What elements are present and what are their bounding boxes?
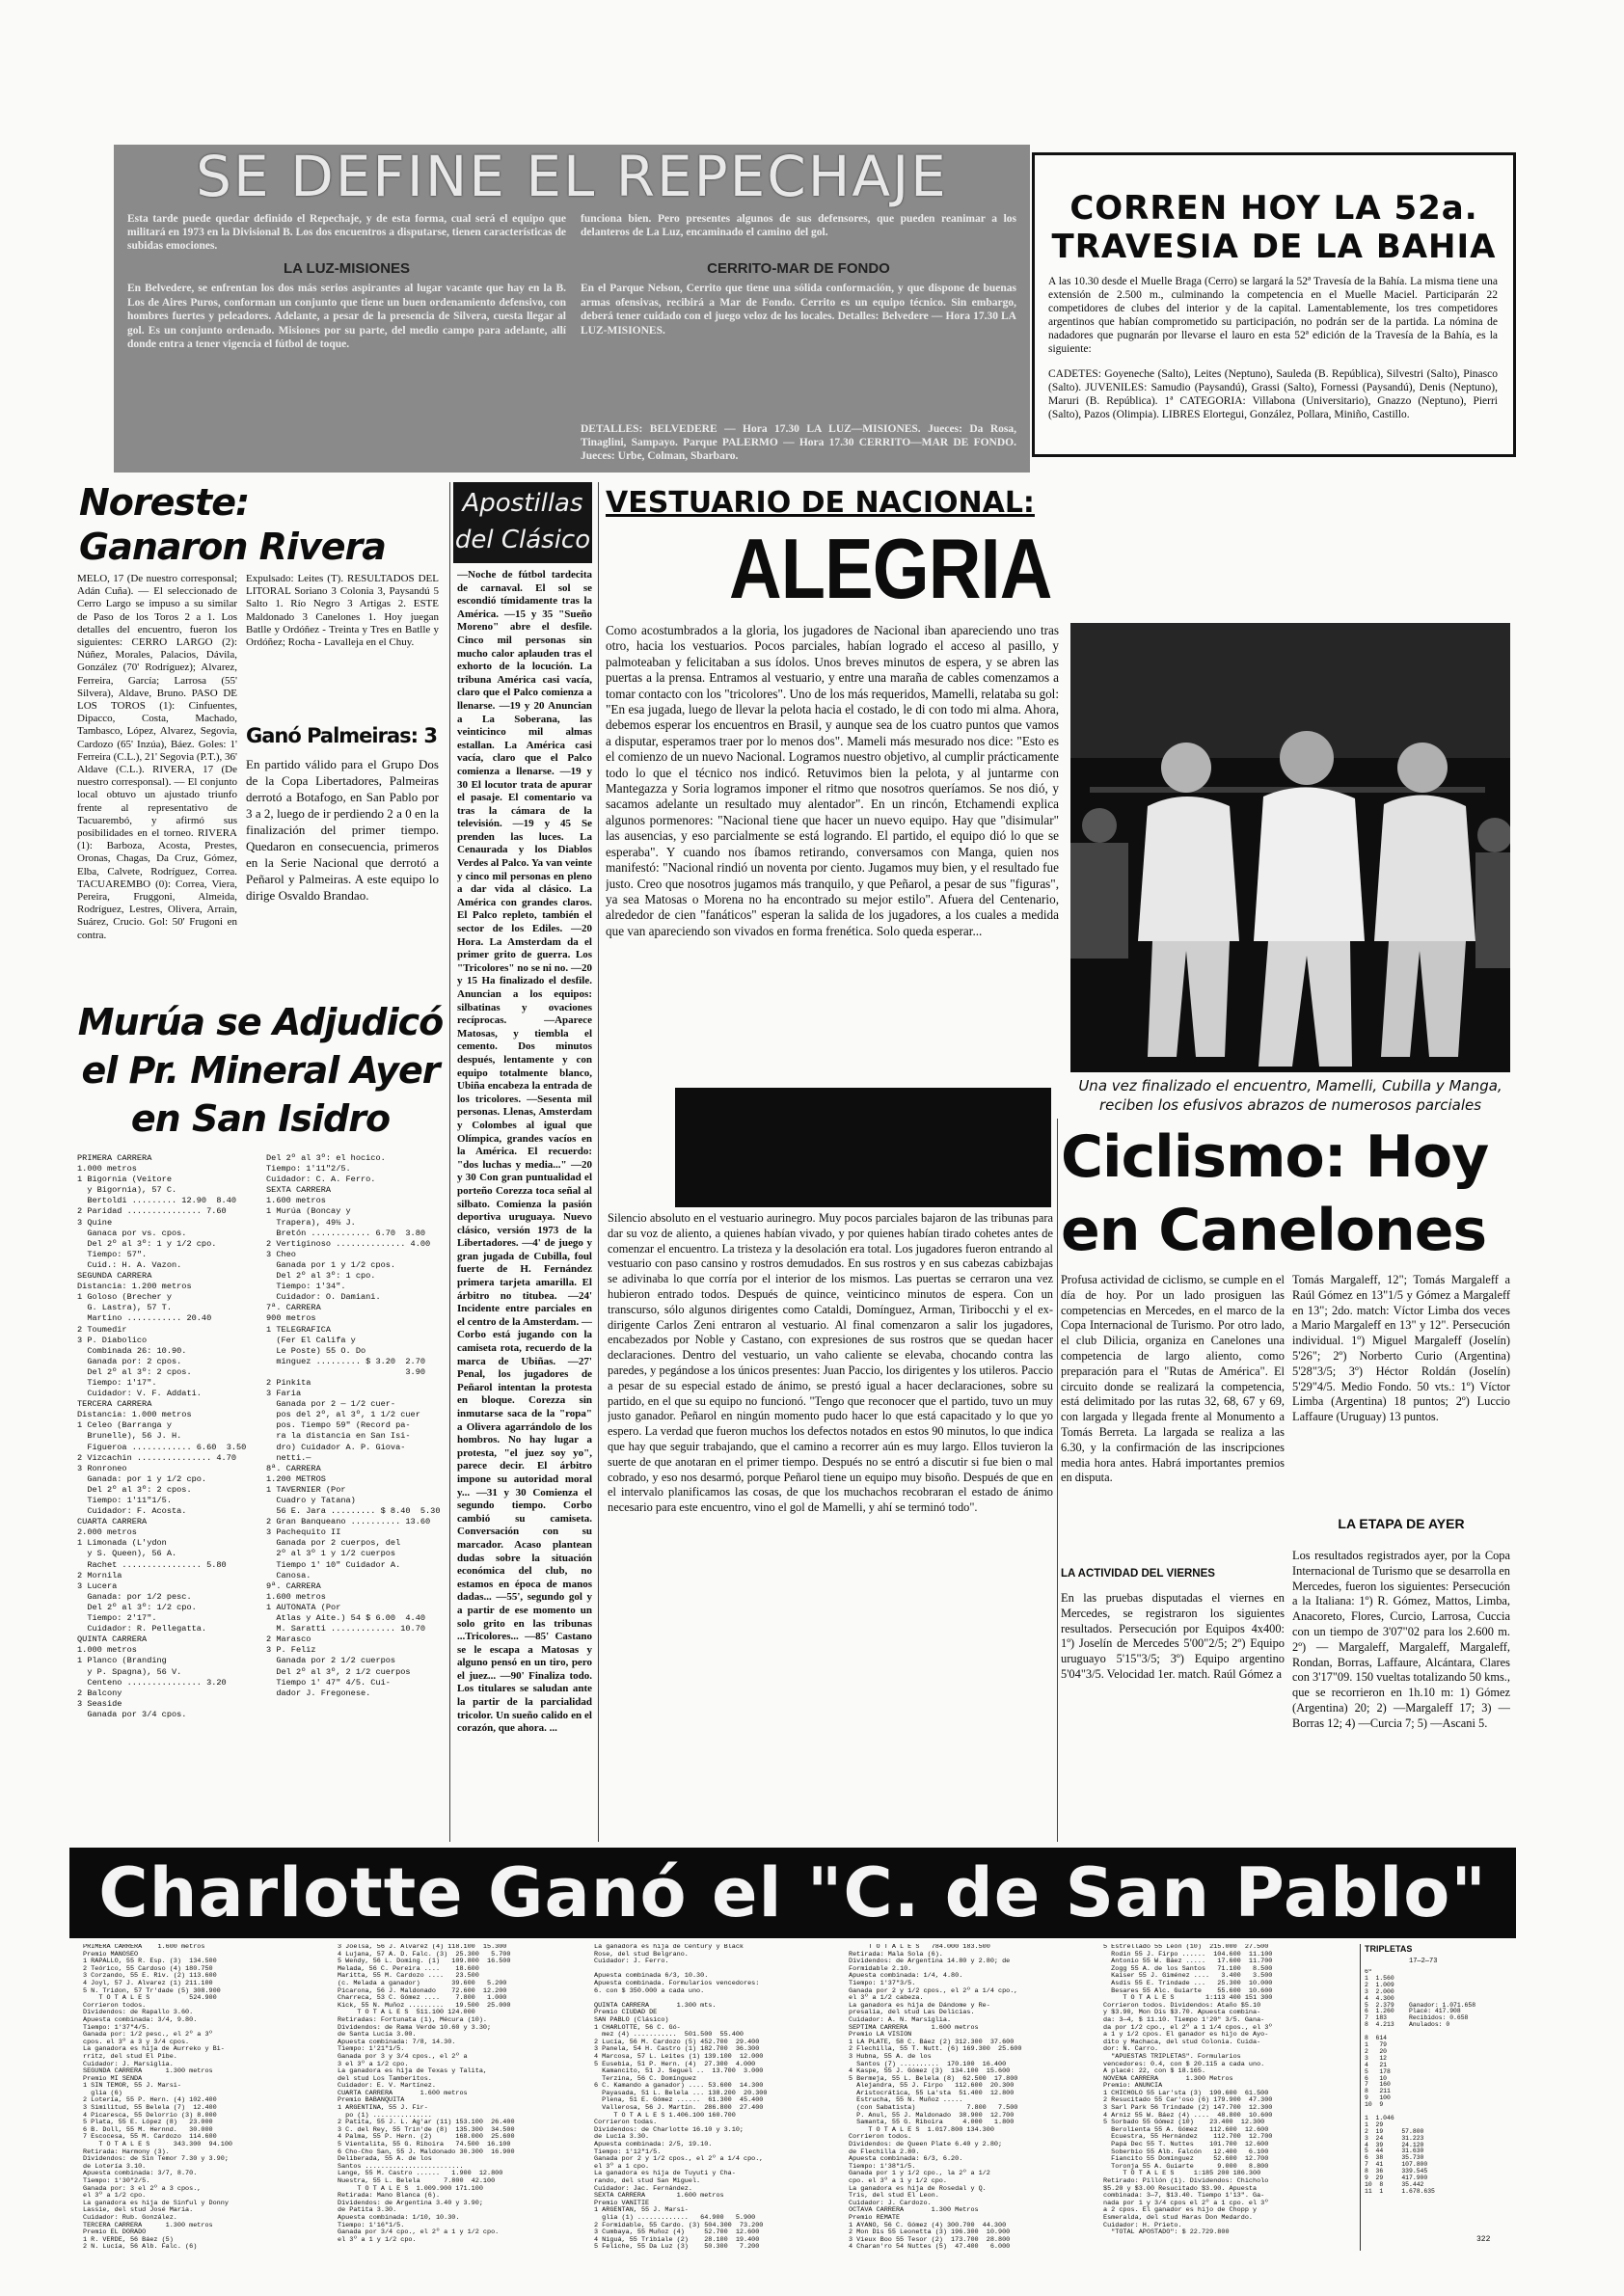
tripletas-values: 6º 1 1.560 2 1.009 3 2.000 4 4.300 5 2.379 Ganador: 1.071.658 6 1.260 Placé: 417.908 7 183 Recibidos: 0.658 8 4.213 Anulados: 0 8 614 1 79 2 20 3 12 4 21 5 178 6 10 7 160 8 211 9 100 10 9 1 1.046 1 29 2 19 57.800 3 24 31.223 4 39 24.120 5 44 31.630 6 38 35.730 7 41 107.800 8 36 339.545 9 29 417.900 10 8 35.442 11 1 1.678.635: [1365, 1969, 1476, 2195]
charlotte-headline: Charlotte Ganó el "C. de San Pablo": [98, 1853, 1487, 1932]
ciclismo-headline-2: en Canelones: [1061, 1197, 1487, 1264]
travesia-para-1: A las 10.30 desde el Muelle Braga (Cerro) se largará la 52ª Travesía de la Bahía. La misma tiene una extensión de 2.500 m., culminando la competencia en el Muelle Maciel. Participarán 22 competidores de clubes del interior y de la capital. Lamentablemente, los tres competidores argentinos que habían comprometido su participación, no podrán ser de la partida. La nómina de nadadores que pugnarán por llevarse el lauro en esta 52ª edición de la Travesía de la Bahía, es la siguiente:: [1048, 276, 1498, 355]
charlotte-col-3: La ganadora es hija de Century y Black Rose, del stud Belgrano. Cuidador: J. Ferro. Apuesta combinada 6/3, 10.30. Apuesta combinada. Formularios vencedores: 6. con $ 350.000 a cada uno. QUINTA CARRERA 1.300 mts. Premio CIUDAD DE SAN PABLO (Clásico) 1 CHARLOTTE, 56 C. Gó- mez (4) ........... 501.500 55.400 2 Lucía, 56 M. Cardozo (5) 452.700 29.400 3 Panela, 54 H. Castro (1) 182.700 36.300 4 Marcosa, 57 L. Leites (1) 139.100 12.000 5 Eusebia, 51 P. Hern. (4) 27.300 4.000 Kamancito, 51 J. Seguel .. 13.700 3.000 Terzina, 56 C. Domínguez 6 C. Kamando a ganador) .... 53.600 14.300 Payasada, 51 L. Belela ... 138.200 20.300 Plena, 51 E. Gómez ...... 61.300 45.400 Vallerosa, 56 J. Martín. 286.800 27.400 T O T A L E S 1.406.100 160.700 Corrieron todas. Dividendos: de Charlotte 16.10 y 3.10; de Lucía 3.30. Apuesta combinada: 2/5, 19.10. Tiempo: 1'12"1/5. Ganada por 2 y 1/2 cpos., el 2º a 1/4 cpo., el 3º a 1 cpo. La ganadora es hija de Tuyuti y Cha- rando, del stud San Miguel. Cuidador: Jac. Fernández. SEXTA CARRERA 1.600 metros Premio VANITIE 1 ARGENTAN, 55 J. Marsi- glia (1) ............. 64.900 5.900 2 Formidable, 55 Cardo. (3) 504.300 73.200 3 Cumbaya, 55 Muñoz (4) 52.700 12.600 4 Niguá, 55 Tribiale (2) 28.100 19.400 5 Feliche, 55 Da Luz (3) 50.300 7.200: [594, 1944, 768, 2251]
murua-headline-2: el Pr. Mineral Ayer: [81, 1049, 440, 1092]
apostillas-text: —Noche de fútbol tardecita de carnaval. El sol se escondió tímidamente tras la América. —15 y 35 "Sueño Moreno" abre el desfile. Cinco mil personas sin mucho calor aplauden tras el exhorto de la locución. La tribuna América casi vacía, claro que el Palco comienza a llenarse. —19 y 20 Anuncian a La Soberana, las veinticinco mil almas estallan. La América casi vacía, claro que el Palco comienza a llenarse. —19 y 30 El locutor trata de apurar el pasaje. El comentario va tras la cámara de la televisión. —19 y 45 Se prenden las luces. La Cenaurada y los Diablos Verdes al Palco. Ya van veinte y cinco mil personas en pleno a dar vida al clásico. La América con grandes claros. El Palco repleto, también el sector de los Ediles. —20 Hora. La Amsterdam da el primer grito de guerra. Los "Tricolores" no se ni no. —20 y 15 Ha finalizado el desfile. Anuncian a los equipos: silbatinas y ovaciones recíprocas. —Aparece Matosas, y tiembla el cemento. Dos minutos después, lentamente y con equipo totalmente blanco, Ubiña encabeza la entrada de los tricolores. —Sesenta mil personas. Llenas, Amsterdam y Colombes al igual que Olímpica, grandes vacíos en la América. El recuerdo: "dos luchas y media..." —20 y 30 Con gran puntualidad el porteño Corezza toca señal al silbato. Comienza la pasión deportiva uruguaya. Nuevo clásico, versión 1973 de la Libertadores. —4' de juego y gran jugada de Cubilla, foul fuerte de H. Fernández primera tarjeta amarilla. El árbitro no titubea. —24' Incidente entre parciales en el centro de la Amsterdam. —Corbo está jugando con la camiseta rota, recuerdo de la marca de Ubiñas. —27' Penal, los jugadores de Peñarol intentan la protesta en bloque. Corezza sin inmutarse saca de la "ropa" a Olivera agarrándolo de los hombros. No hay lugar a protesta, "el juez soy yo", parece decir. El árbitro impone su autoridad moral y... —31 y 30 Comienza el segundo tiempo. Corbo cambió su camiseta. Conversación con su marcador. Acaso plantean dudas sobre la situación económica del club, no estamos en época de manos dadas... —55', segundo gol y a partir de ese momento un solo grito en las tribunas ...Tricolores... —85' Castano se le escapa a Matosas y alguno pensó en un tiro, pero el juez... —90' Finaliza todo. Los titulares se saludan ante la partir de la parcialidad tricolor. Un sueño calido en el corazón, que ahora. ...: [457, 569, 592, 1735]
palmeiras-text: En partido válido para el Grupo Dos de la Copa Libertadores, Palmeiras derrotó a Botafogo, en San Pablo por 3 a 2, luego de ir perdiendo 2 a 0 en la finalización del primer tiempo. Quedaron en consecuencia, primeros en la Serie Nacional que derrotó a Peñarol y Palmeiras. A este equipo lo dirige Osvaldo Brandao.: [246, 757, 439, 903]
travesia-title-1: CORREN HOY LA 52a.: [1069, 189, 1478, 228]
ciclismo-headline-1: Ciclismo: Hoy: [1061, 1123, 1489, 1191]
charlotte-col-5: 5 Estrellado 55 León (10) 215.000 27.500 Rodin 55 J. Firpo ...... 104.600 11.100 Antonio 55 W. Báez ..... 17.600 11.700 Zogg 55 A. de los Santos 71.100 8.500 Kaiser 55 J. Giménez .... 3.400 3.500 Asdis 55 E. Trindade ... 25.300 10.000 Besares 55 Alc. Guiarte 55.600 10.600 T O T A L E S 1:113 400 151 300 Corrieron todos. Dividendos: Ataño $5.10 y $3.90, Mon Dis $3.70. Apuesta combina- da: 3—4, $ 11.10. Tiempo 1'20" 3/5. Gana- da por 1/2 cpo., el 2º a 1 1/4 cpos., el 3º a 1 y 1/2 cpos. El ganador es hijo de Ayo- dito y Machaca, del stud Colonia. Cuida- dor: N. Carro. "APUESTAS TRIPLETAS". Formularios vencedores: 0.4, con $ 20.115 a cada uno. A placé: 22, con $ 18.165. NOVENA CARRERA 1.300 Metros Premio: ANUNCIA 1 CHICHOLO 55 Lar'sta (3) 190.600 61.500 2 Resucitado 55 Car'oso (6) 179.900 47.300 3 Sarl Park 56 Trindade (2) 147.700 12.300 4 Arniz 55 W. Báez (4) .... 48.800 10.600 5 Sorbado 55 Gómez (10) 23.400 12.300 Berolienta 55 A. Gómez 112.600 12.600 Ecuestra, 55 Hernández 112.700 12.700 Papá Dec 55 T. Nuttes 101.700 12.600 Soberbio 55 Alb. Falcón 12.400 6.100 Fiancito 55 Domínguez 52.600 12.700 Toronja 55 A. Guiarte 9.000 8.800 T O T A L E S 1:185 200 186.300 Retirado: Pillón (1). Dividendos: Chicholo $5.20 y $3.00 Resucitado $3.90. Apuesta combinada: 3—7, $13.40. Tiempo 1'13". Ga- nada por 1 y 3/4 cpos el 2º a 1 cpo. el 3º a 2 cpos. El ganador es hijo de Chopp y Esmeralda, del stud Haras Don Medardo. Cuidador: H. Prieto. "TOTAL APOSTADO": $ 22.729.800: [1103, 1944, 1273, 2237]
repechaje-intro: Esta tarde puede quedar definido el Repechaje, y de esta forma, cual será el equipo que militará en 1973 en la Divisional B. Los dos encuentros a disputarse, tienen características de subidas emociones.: [127, 213, 566, 252]
repechaje-title: SE DEFINE EL REPECHAJE: [196, 145, 948, 209]
travesia-para-2: CADETES: Goyeneche (Salto), Leites (Neptuno), Sauleda (B. República), Silvestri (Salto), Pinasco (Salto). JUVENILES: Samudio (Paysandú), Grassi (Salto), Fornessi (Paysandú), Denis (Neptuno), Maruri (B. República). 1ª CATEGORIA: Villabona (Universitario), Gnazzo (Neptuno), Pierri (Salto), Pazos (Olimpia). LIBRES Elortegui, González, Pollara, Miniño, Castillo.: [1048, 368, 1498, 420]
page-number: 322: [1476, 2235, 1491, 2244]
vestuario-caption: Una vez finalizado el encuentro, Mamelli, Cubilla y Manga, reciben los efusivos abrazos de numerosos parciales: [1078, 1077, 1502, 1114]
repechaje-intro-right: funciona bien. Pero presentes algunos de sus defensores, que pueden reanimar a los delanteros de La Luz, encaminado el camino del gol.: [581, 213, 1016, 238]
noreste-col1: MELO, 17 (De nuestro corresponsal; Adán Cuña). — El seleccionado de Cerro Largo se impuso a su similar de Paso de los Toros 2 a 1. Los detalles del encuentro, fueron los siguientes: CERRO LARGO (2): Núñez, Morales, Palacios, Dávila, González (70' Rodríguez); Alvarez, Ferreira, García; Larrosa (55' Silvera), Aldave, Bruno. PASO DE LOS TOROS (1): Cinfuentes, Dipacco, Costa, Machado, Tambasco, López, Alvarez, Segovia, Cardozo (65' Inzúa), Báez. Goles: 1' Ferreira (C.L.), 21' Segovia (P.T.), 36' Aldave (C.L.). RIVERA, 17 (De nuestro corresponsal). — El conjunto local obtuvo un ajustado triunfo frente al representativo de Tacuarembó, y afirmó sus posibilidades en el torneo. RIVERA (1): Barboza, Acosta, Prestes, Oronas, Chagas, Da Cruz, Gómez, Elba, Calvete, Rodríguez, Correa. TACUAREMBO (0): Correa, Viera, Pereira, Fruggoni, Almeida, Rodríguez, Lestres, Olivera, Arrain, Suárez, Crucio. Gol: 50' Frugoni en contra.: [77, 573, 237, 941]
ciclismo-sub-actividad: LA ACTIVIDAD DEL VIERNES: [1061, 1568, 1215, 1580]
repechaje-sub1: LA LUZ-MISIONES: [283, 260, 411, 277]
murua-headline-1: Murúa se Adjudicó: [77, 1001, 444, 1043]
palmeiras-headline: Ganó Palmeiras: 3: [246, 724, 437, 747]
ciclismo-col1: Profusa actividad de ciclismo, se cumple en el día de hoy. Por un lado prosiguen las competencias en Mercedes, en el marco de la Copa Internacional de Turismo. Por otro lado, el club Dilicia, organiza en Canelones una competencia de largo aliento, como preparación para el "Rutas de América". El circuito donde se realizará la competencia, está delimitado por las rutas 32, 68, 67 y 69, con largada y llegada frente al Monumento a Tomás Berreta. La largada se realiza a las 6.30, y la confirmación de las inscripciones media hora antes. Habrá importantes premios en disputa.: [1061, 1273, 1285, 1485]
travesia-title-2: TRAVESIA DE LA BAHIA: [1051, 228, 1497, 266]
tripletas-title: TRIPLETAS: [1365, 1944, 1413, 1954]
ciclismo-col2b: Los resultados registrados ayer, por la Copa Internacional de Turismo que se desarrolla en Mercedes, fueron los siguientes: Persecución a la Italiana: 1º) R. Gómez, Mattos, Limba, Anacoreto, Flores, Curcio, Larrosa, Cuccia con un tiempo de 3'07"02 para los 2.600 m. 2º) — Margaleff, Margaleff, Margaleff, Rondan, Borras, Laffaure, Alcántara, Clares con 3'17"09. 150 vueltas totalizando 50 kms., que se recorrieron en 1h.10 m: 1) Gómez (Argentina) 20; 2) —Margaleff 17; 3) —Borras 12; 4) —Curcia 7; 5) —Ascani 5.: [1292, 1549, 1510, 1730]
vestuario-photo: [1070, 623, 1510, 1072]
charlotte-col-4: T O T A L E S 784.000 183.500 Retirada: Mala Sola (6). Dividendos: de Argentina 14.80 y 2.80; de Formidable 2.10. Apuesta combinada: 1/4, 4.80. Tiempo: 1'37"3/5. Ganada por 2 y 1/2 cpos., el 2º a 1/4 cpo., el 3º a 1/2 cabeza. La ganadora es hija de Dándome y Re- presalia, del stud Las Delicias. Cuidador: A. N. Marsiglia. SEPTIMA CARRERA 1.600 metros Premio LA VISION 1 LA PLATE, 58 C. Báez (2) 312.300 37.600 2 Flechilla, 55 T. Nutt. (6) 169.300 25.600 3 Hubna, 55 A. de los Santos (7) .......... 170.100 16.400 4 Kaspe, 55 J. Gómez (3) 134.100 15.600 5 Bermeja, 55 L. Belela (8) 62.500 17.800 Alejandra, 55 J. Firpo 112.600 20.300 Aristocrática, 55 La'sta 51.400 12.800 Estrucha, 55 N. Muñoz ..... (con Sabatista) 7.800 7.500 P. Anul, 55 J. Maldonado 38.900 12.700 Samanta, 55 G. Riboira 4.000 1.800 T O T A L E S 1.017.800 134.300 Corrieron todos. Dividendos: de Queen Plate 6.40 y 2.80; de Flechilla 2.80. Apuesta combinada: 6/3, 6.20. Tiempo: 1'38"1/5. Ganada por 1 y 1/2 cpo., la 2º a 1/2 cpo. el 3º a 1 y 1/2 cpo. La ganadora es hija de Rosedal y Q. Tris, del stud El Leon. Cuidador: J. Cardozo. OCTAVA CARRERA 1.300 Metros Premio REMATE 1 AYANO, 56 C. Gómez (4) 300.700 44.300 2 Mon Dis 55 Leonetta (3) 196.300 10.900 3 Vieux Boo 55 Tesor (2) 173.700 28.800 4 Charan'ro 54 Nuttes (5) 47.400 6.000: [849, 1944, 1022, 2251]
rule-right: [1057, 1119, 1058, 1842]
charlotte-col-2: 3 Joelsa, 56 J. Alvarez (4) 118.100 15.300 4 Lujana, 57 A. D. Falc. (3) 25.300 5.700 5 Wendy, 56 L. Doming. (1) 109.800 16.500 Melada, 56 C. Pereira .... 18.600 Maritta, 55 M. Cardozo .... 23.500 (c. Melada a ganador) 39.600 5.200 Picarona, 56 J. Maldonado 72.600 12.200 Charreca, 53 C. Gómez .... 7.800 1.000 Kick, 55 N. Muñoz ......... 19.500 25.000 T O T A L E S 511.100 124.000 Retiradas: Fortunata (1), Mécura (10). Dividendos: de Rama Verde 10.60 y 3.30; de Santa Lucía 3.00. Apuesta combinada: 7/8, 14.30. Tiempo: 1'21"1/5. Ganada por 3 y 3/4 cpos., el 2º a 3 el 3º a 1/2 cpo. La ganadora es hija de Texas y Talita, del stud Los Tamberitos. Cuidador: E. V. Martínez. CUARTA CARRERA 1.600 metros Premio BABANQUITA 1 ARGENTINA, 55 J. Fir- po (1) ............... 2 Patita, 55 J. L. Ag'ar (11) 153.100 26.400 3 C. del Rey, 55 Trin'de (8) 135.300 34.500 4 Palma, 55 P. Hern. (2) 168.000 25.600 5 Vientalita, 55 G. Riboira 74.500 16.100 6 Cho-Cho San, 55 J. Maldonado 30.300 16.900 Deliberada, 55 A. de los Santos ......................... Lange, 55 M. Castro ...... 1.900 12.800 Nuestra, 55 L. Belela 7.800 42.100 T O T A L E S 1.009.900 171.100 Retirada: Mano Blanca (6). Dividendos: de Argentina 3.40 y 3.90; de Patita 3.30. Apuesta combinada: 1/10, 10.30. Tiempo: 1'16"1/5. Ganada por 3/4 cpo., el 2º a 1 y 1/2 cpo. el 3º a 1 y 1/2 cpo.: [338, 1944, 515, 2244]
noreste-col2: Expulsado: Leites (T). RESULTADOS DEL LITORAL Soriano 3 Colonia 3, Paysandú 5 Salto 1. Río Negro 3 Artigas 2. ESTE Maldonado 3 Canelones 1. Hoy juegan Batlle y Ordóñez - Treinta y Tres en Batlle y Ordóñez; Rocha - Lavalleja en el Chuy.: [246, 573, 439, 649]
noreste-headline: Noreste: Ganaron Rivera: [79, 481, 386, 568]
penarol-black-banner: [675, 1088, 1051, 1207]
murua-col2: Del 2º al 3º: el hocico. Tiempo: 1'11"2/5. Cuidador: C. A. Ferro. SEXTA CARRERA 1.600 metros 1 Murúa (Boncay y Trapera), 49½ J. Bretón ............ 6.70 3.80 2 Vertiginoso .............. 4.00 3 Cheo Ganada por 1 y 1/2 cpos. Del 2º al 3º: 1 cpo. Tiempo: 1'34". Cuidador: O. Damiani. 7ª. CARRERA 900 metros 1 TELEGRAFICA (Fer El Califa y Le Poste) 55 O. Do minguez ......... $ 3.20 2.70 3.90 2 Pinkita 3 Faria Ganada por 2 — 1/2 cuer- pos del 2º, al 3º, 1 1/2 cuer pos. Tiempo 59" (Record pa- ra la distancia en San Isi- dro) Cuidador A. P. Giova- netti.— 8ª. CARRERA 1.200 METROS 1 TAVERNIER (Por Cuadro y Tatana) 56 E. Jara ......... $ 8.40 5.30 2 Gran Banqueano .......... 13.60 3 Pachequito II Ganada por 2 cuerpos, del 2º al 3º 1 y 1/2 cuerpos Tiempo 1' 10" Cuidador A. Canosa. 9ª. CARRERA 1.600 metros 1 AUTONATA (Por Atlas y Aite.) 54 $ 6.00 4.40 M. Saratti ............. 10.70 2 Marasco 3 P. Feliz Ganada por 2 1/2 cuerpos Del 2º al 3º, 2 1/2 cuerpos Tiempo 1' 47" 4/5. Cui- dador J. Fregonese.: [266, 1153, 441, 1698]
murua-headline-3: en San Isidro: [130, 1097, 391, 1140]
tripletas-date: 17—2—73: [1409, 1958, 1438, 1965]
vestuario-headline: ALEGRIA: [729, 521, 1049, 616]
repechaje-sub2: CERRITO-MAR DE FONDO: [707, 260, 890, 277]
rule-left: [449, 482, 450, 1842]
charlotte-col-1: PRIMERA CARRERA 1.600 metros Premio MANOSEO 1 RAPALLO, 55 R. Esp. (3) 134.500 2 Teórico, 55 Cardoso (4) 180.750 3 Corzando, 55 E. Riv. (2) 113.600 4 Joyl, 57 J. Alvarez (1) 211.100 5 N. Tridon, 57 Tr'dade (5) 308.900 T O T A L E S 524.900 Corrieron todos. Dividendos: de Rapallo 3.60. Apuesta combinada: 3/4, 9.80. Tiempo: 1'37"4/5. Ganada por: 1/2 pesc., el 2º a 3º cpos. el 3º a 3 y 3/4 cpos. La ganadora es hija de Aurreko y Bi- rritz, del stud El Pibe. Cuidador: J. Marsiglia. SEGUNDA CARRERA 1.300 metros Premio MI SENDA 1 SIN TEMOR, 55 J. Marsi- glia (6) 2 Lotería, 55 P. Hern. (4) 102.400 3 Similitud, 55 Belela (7) 12.400 4 Picaresca, 55 Delorrio (3) 8.000 5 Plata, 55 E. López (8) 23.000 6 B. Doll, 55 M. Hernnd. 30.000 7 Escocesa, 55 M. Cardozo 114.600 T O T A L E S 343.300 94.100 Retirada: Harmony (3). Dividendos: de Sin Temor 7.30 y 3.90; de Lotería 3.10. Apuesta combinada: 3/7, 8.70. Tiempo: 1'30"2/5. Ganada por: 3 el 2º a 3 cpos., el 3º a 1/2 cpo. La ganadora es hija de Sinful y Donny Lassie, del stud José María. Cuidador: Rub. González. TERCERA CARRERA 1.300 metros Premio EL DORADO 1 R. VERDE, 56 Báez (5) 2 N. Lucía, 56 Alb. Falc. (6): [83, 1944, 232, 2251]
repechaje-sub1-text: En Belvedere, se enfrentan los dos más serios aspirantes al lugar vacante que hay en la B. Los de Aires Puros, conforman un conjunto que tiene un buen ordenamiento defensivo, con hombres fuertes y peleadores. Adelante, a pesar de la presencia de Silvera, cuesta llegar al gol. Es un conjunto ordenado. Misiones por su parte, del medio campo para adelante, allí donde entra a tener vigencia el fútbol de toque.: [127, 283, 566, 350]
penarol-text: Silencio absoluto en el vestuario aurinegro. Muy pocos parciales bajaron de las tribunas para dar su voz de aliento, a quienes habían vivado, y por quienes habían tirado cohetes antes de comenzar el encuentro. La tristeza y la desolación era total. Los jugadores fueron entrando al vestuario con paso cansino y rostros demudados. En sus rostros y en sus cabezas cabizbajas se adivinaba lo que corría por el interior de los mismos. Las puertas se cerraron una vez hubieron entrado todos. Después de quince, veinticinco minutos de espera. Con un transcurso, sólo algunos dirigentes como Cataldi, Domínguez, Arman, Tiribocchi y el ex-dirigente Carlos Zeni entraron al vestuario. Al final comenzaron a salir los jugadores, encabezados por Noble y Castano, con expresiones de sus rostros que se quedan hacer declaraciones. Dentro del vestuario, un vaho caliente se elevaba, chocando contra las paredes, y pegándose a los únicos presentes: Juan Paccio, los dirigentes y los utileros. Paccio a pesar de su especial estado de ánimo, se prestó igual a hacer declaraciones, sobre su partido, en el que su equipo no funcionó. "Tengo que reconocer que el partido, tuvo un muy justo ganador. Peñarol en ningún momento pudo hacer lo que está capacitado y lo que yo espero. La verdad que fueron muchos los defectos notados en estos 90 minutos, lo que indica que hay que seguir trabajando, que el camino a recorrer aún es muy largo. Ellos tuvieron la suerte de que anotaran en el primer tiempo. Después no se entró a discutir si fue bien o mal cobrado, y eso nos desarmó, porque Peñarol tiene un equipo muy bisoño. Después de que en el intervalo planificamos las cosas, de que los muchachos recobraran el estado de ánimo necesario para este encuentro, vino el gol de Mamelli, y ahí se terminó todo".: [608, 1211, 1053, 1515]
travesia-box: [1032, 152, 1516, 457]
vestuario-col1: Como acostumbrados a la gloria, los jugadores de Nacional iban apareciendo uno tras otro, hacia los vestuarios. Pocos parciales, habían logrado el acceso al pasillo, y palmoteaban y felicitaban a sus ídolos. Unos breves minutos de espera, y se abren las puertas a la prensa. Entramos al vestuario, y entre una maraña de cables comenzamos a tomar contacto con los "tricolores". Uno de los más requeridos, Mamelli, relataba su gol: "En esa jugada, luego de llevar la pelota hacia el costado, le di con todo mi alma. Ahora, debemos esperar los encuentros en Brasil, y aunque sea de los cuatro puntos que vamos a disputar, esperamos traer por lo menos dos". Mameli más mesurado nos dice: "Esto es el comienzo de un nuevo Nacional. Logramos nuestro objetivo, al cumplir prácticamente todo lo que el técnico nos indicó. Retuvimos bien la pelota, y al juntarme con Mantegazza y Soria logramos imponer el ritmo que nosotros queríamos. Se nos dió, y sacamos adelante un resultado muy alentador". En un rincón, Etchamendi explica algunos pormenores: "Nacional tiene que hacer un nuevo equipo. Hay que "disimular" las ausencias, y eso parcialmente se está logrando. El partido, el equipo dió lo que se esperaba". Y cuando nos íbamos retirando, conversamos con Manga, quien nos manifestó: "Nacional rindió un noventa por ciento. Jugamos muy bien, y el resultado fue justo. Creo que nosotros jugamos más tranquilo, y que Peñarol, a pesar de sus "figuras", ya sea Matosas o Morena no ha encontrado su mejor estilo". Afuera del Centenario, alrededor de cien "fanáticos" esperan la salida de los jugadores, a los cuales a medida que van apareciendo son vivados en forma frenética. Solo queda esperar...: [606, 623, 1059, 938]
repechaje-details: DETALLES: BELVEDERE — Hora 17.30 LA LUZ—MISIONES. Jueces: Da Rosa, Tinaglini, Sampayo. Parque PALERMO — Hora 17.30 CERRITO—MAR DE FONDO. Jueces: Urbe, Colman, Sbarbaro.: [581, 423, 1016, 462]
ciclismo-sub-etapa: LA ETAPA DE AYER: [1338, 1516, 1465, 1531]
repechaje-sub2-text: En el Parque Nelson, Cerrito que tiene una sólida conformación, y que dispone de buenas armas ofensivas, recibirá a Mar de Fondo. Cerrito es un equipo técnico. Sin embargo, deberá tener cuidado con el juego veloz de los locales. Detalles: Belvedere — Hora 17.30 LA LUZ-MISIONES.: [581, 283, 1016, 337]
ciclismo-col2: Tomás Margaleff, 12"; Tomás Margaleff a Raúl Gómez en 13"1/5 y Gómez a Margaleff en 13"; 2do. match: Víctor Limba dos veces a Mario Margaleff en 13" y 12". Persecución individual. 1º) Miguel Margaleff (Joselín) 5'26"; 2º) Norberto Curio (Argentina) 5'28"3/5; 3º) Héctor Roldán (Joselín) 5'29"4/5. Medio Fondo. 50 vts.: 1º) Víctor Limba (Argentina) 18 puntos; 2º) Luccio Laffaure (Uruguay) 13 puntos.: [1292, 1273, 1510, 1424]
murua-col1: PRIMERA CARRERA 1.000 metros 1 Bigornia (Veitore y Bigornia), 57 C. Bertoldi ......... 12.90 8.40 2 Paridad ............... 7.60 3 Quine Ganaca por vs. cpos. Del 2º al 3º: 1 y 1/2 cpo. Tiempo: 57". Cuid.: H. A. Vazon. SEGUNDA CARRERA Distancia: 1.200 metros 1 Goloso (Brecher y G. Lastra), 57 T. Martino ........... 20.40 2 Toumedir 3 P. Diabolico Combinada 26: 10.90. Ganada por: 2 cpos. Del 2º al 3º: 2 cpos. Tiempo: 1'17". Cuidador: V. F. Addati. TERCERA CARRERA Distancia: 1.000 metros 1 Celeo (Barranga y Brunelle), 56 J. H. Figueroa ............ 6.60 3.50 2 Vizcachin ............... 4.70 3 Ronroneo Ganada: por 1 y 1/2 cpo. Del 2º al 3º: 2 cpos. Tiempo: 1'11"1/5. Cuidador: F. Acosta. CUARTA CARRERA 2.000 metros 1 Limonada (L'ydon y S. Queen), 56 A. Rachet ................ 5.80 2 Mornila 3 Lucera Ganada: por 1/2 pesc. Del 2º al 3º: 1/2 cpo. Tiempo: 2'17". Cuidador: R. Pellegatta. QUINTA CARRERA 1.000 metros 1 Planco (Branding y P. Spagna), 56 V. Centeno ............... 3.20 2 Balcony 3 Seaside Ganada por 3/4 cpos.: [77, 1153, 247, 1719]
charlotte-banner: [69, 1848, 1516, 1938]
ciclismo-col1b: En las pruebas disputadas el viernes en Mercedes, se registraron los siguientes resultados. Persecución por Equipos 4x400: 1º) Joselín de Mercedes 5'00"2/5; 2º) Equipo uruguayo 5'15"3/5; 3º) Equipo argentino 5'04"3/5. Velocidad 1er. match. Raúl Gómez a: [1061, 1591, 1285, 1681]
apostillas-head-box: [453, 482, 592, 563]
repechaje-panel: [114, 145, 1030, 473]
apostillas-headline-2: del Clásico: [454, 526, 591, 554]
rule-mid: [598, 482, 599, 1842]
apostillas-headline-1: Apostillas: [462, 489, 583, 518]
tripletas-box: [1360, 1944, 1511, 2251]
players-photo-illustration: [1070, 623, 1510, 1072]
vestuario-kicker: VESTUARIO DE NACIONAL:: [606, 486, 1035, 520]
